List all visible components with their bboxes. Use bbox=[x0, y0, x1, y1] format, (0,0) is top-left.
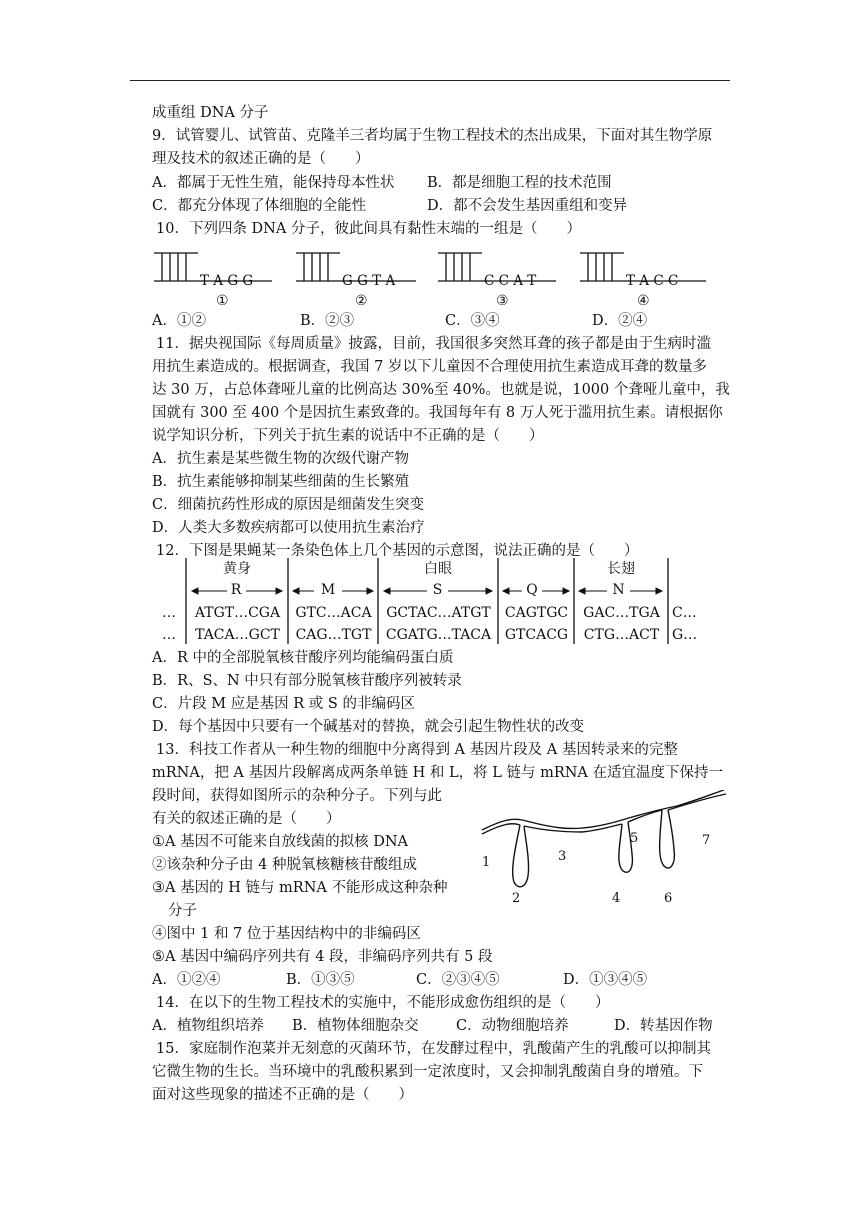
fragment-4-ends: T A C C bbox=[626, 273, 679, 289]
gene-label-long-wing: 长翅 bbox=[607, 561, 635, 577]
gene-q: Q bbox=[526, 582, 538, 598]
gene-n: N bbox=[612, 582, 625, 598]
q11-option-d: D．人类大多数疾病都可以使用抗生素治疗 bbox=[152, 520, 425, 536]
q15-stem-1: 15．家庭制作泡菜并无刻意的灭菌环节，在发酵过程中，乳酸菌产生的乳酸可以抑制其 bbox=[156, 1041, 711, 1057]
q13-option-b: B．①③⑤ bbox=[286, 972, 355, 988]
hybrid-label-5: 5 bbox=[630, 831, 639, 846]
q13-stem-3: 段时间，获得如图所示的杂种分子。下列与此 bbox=[152, 788, 442, 804]
q13-option-d: D．①③④⑤ bbox=[563, 972, 648, 988]
q11-stem-4: 国就有 300 至 400 个是因抗生素致聋的。我国每年有 8 万人死于滥用抗生素。请根据你 bbox=[152, 405, 723, 421]
hybrid-molecule-figure bbox=[462, 790, 737, 920]
q13-option-c: C．②③④⑤ bbox=[416, 972, 500, 988]
q9-option-d: D．都不会发生基因重组和变异 bbox=[427, 198, 628, 214]
q14-option-d: D．转基因作物 bbox=[614, 1018, 713, 1034]
seq-m-bottom: CAG…TGT bbox=[295, 627, 372, 643]
gene-map-figure bbox=[152, 556, 712, 646]
seq-m-top: GTC…ACA bbox=[295, 605, 372, 621]
q13-item-1: ①A 基因不可能来自放线菌的拟核 DNA bbox=[152, 834, 408, 850]
hybrid-label-3: 3 bbox=[558, 849, 567, 864]
seq-tail-top: C… bbox=[672, 605, 697, 621]
q13-stem-2: mRNA，把 A 基因片段解离成两条单链 H 和 L，将 L 链与 mRNA 在适宜温度下保持一 bbox=[152, 765, 724, 781]
q9-stem-2: 理及技术的叙述正确的是（ ） bbox=[152, 151, 370, 167]
hybrid-label-2: 2 bbox=[512, 891, 521, 906]
header-rule bbox=[130, 80, 730, 81]
q12-option-b: B．R、S、N 中只有部分脱氧核苷酸序列被转录 bbox=[152, 673, 462, 689]
q9-option-b: B．都是细胞工程的技术范围 bbox=[427, 175, 612, 191]
q9-stem-1: 9．试管婴儿、试管苗、克隆羊三者均属于生物工程技术的杰出成果，下面对其生物学原 bbox=[152, 128, 713, 144]
q11-option-b: B．抗生素能够抑制某些细菌的生长繁殖 bbox=[152, 474, 410, 490]
dna-fragment-2 bbox=[296, 253, 416, 308]
q10-option-d: D．②④ bbox=[592, 313, 648, 329]
dna-fragment-3 bbox=[438, 253, 556, 308]
q10-option-a: A．①② bbox=[152, 313, 206, 329]
q13-stem-4: 有关的叙述正确的是（ ） bbox=[152, 811, 341, 827]
seq-n-bottom: CTG…ACT bbox=[583, 627, 660, 643]
q13-item-5: ⑤A 基因中编码序列共有 4 段，非编码序列共有 5 段 bbox=[152, 949, 493, 965]
q9-option-a: A．都属于无性生殖，能保持母本性状 bbox=[152, 175, 395, 191]
q13-option-a: A．①②④ bbox=[152, 972, 221, 988]
seq-tail-bottom: G… bbox=[672, 627, 698, 643]
gene-m: M bbox=[320, 582, 336, 598]
q14-option-c: C．动物细胞培养 bbox=[456, 1018, 569, 1034]
q12-option-d: D．每个基因中只要有一个碱基对的替换，就会引起生物性状的改变 bbox=[152, 719, 585, 735]
seq-q-bottom: GTCACG bbox=[504, 627, 569, 643]
dna-fragment-4 bbox=[580, 253, 706, 308]
q11-stem-3: 达 30 万，占总体聋哑儿童的比例高达 30%至 40%。也就是说，1000 个聋哑儿童中，我 bbox=[152, 382, 730, 398]
q11-stem-5: 说学知识分析，下列关于抗生素的说话中不正确的是（ ） bbox=[152, 428, 544, 444]
q14-option-b: B．植物体细胞杂交 bbox=[292, 1018, 419, 1034]
q10-option-b: B．②③ bbox=[300, 313, 355, 329]
seq-q-top: CAGTGC bbox=[504, 605, 569, 621]
q12-stem: 12．下图是果蝇某一条染色体上几个基因的示意图，说法正确的是（ ） bbox=[156, 543, 639, 559]
fragment-1-ends: T A G G bbox=[200, 273, 254, 289]
q15-stem-3: 面对这些现象的描述不正确的是（ ） bbox=[152, 1087, 413, 1103]
seq-s-bottom: CGATG…TACA bbox=[385, 627, 492, 643]
q10-stem: 10．下列四条 DNA 分子，彼此间具有黏性末端的一组是（ ） bbox=[156, 221, 581, 237]
q13-item-2: ②该杂种分子由 4 种脱氧核糖核苷酸组成 bbox=[152, 857, 417, 873]
q10-option-c: C．③④ bbox=[445, 313, 500, 329]
q12-option-a: A．R 中的全部脱氧核苷酸序列均能编码蛋白质 bbox=[152, 650, 454, 666]
q14-option-a: A．植物组织培养 bbox=[152, 1018, 264, 1034]
q14-stem: 14．在以下的生物工程技术的实施中，不能形成愈伤组织的是（ ） bbox=[156, 995, 610, 1011]
q11-stem-2: 用抗生素造成的。根据调查，我国 7 岁以下儿童因不合理使用抗生素造成耳聋的数量多 bbox=[152, 359, 707, 375]
q13-item-4: ④图中 1 和 7 位于基因结构中的非编码区 bbox=[152, 926, 421, 942]
fragment-4-num: ④ bbox=[637, 293, 650, 308]
gene-label-white-eye: 白眼 bbox=[424, 561, 452, 577]
fragment-2-ends: G G T A bbox=[342, 273, 396, 289]
dna-fragment-1 bbox=[154, 253, 272, 308]
seq-r-top: ATGT…CGA bbox=[194, 605, 281, 621]
lead-ellipsis-2: … bbox=[162, 627, 176, 643]
q11-stem-1: 11．据央视国际《每周质量》披露，目前，我国很多突然耳聋的孩子都是由于生病时滥 bbox=[156, 336, 711, 352]
q11-option-a: A．抗生素是某些微生物的次级代谢产物 bbox=[152, 451, 409, 467]
fragment-3-num: ③ bbox=[496, 293, 509, 308]
q12-option-c: C．片段 M 应是基因 R 或 S 的非编码区 bbox=[152, 696, 415, 712]
seq-n-top: GAC…TGA bbox=[583, 605, 660, 621]
lead-ellipsis-1: … bbox=[162, 605, 176, 621]
gene-r: R bbox=[230, 582, 242, 598]
q9-option-c: C．都充分体现了体细胞的全能性 bbox=[152, 198, 367, 214]
hybrid-label-6: 6 bbox=[664, 891, 673, 906]
seq-s-top: GCTAC…ATGT bbox=[386, 605, 491, 621]
hybrid-label-1: 1 bbox=[482, 855, 491, 870]
q13-stem-1: 13．科技工作者从一种生物的细胞中分离得到 A 基因片段及 A 基因转录来的完整 bbox=[156, 742, 678, 758]
gene-label-yellow-body: 黄身 bbox=[223, 561, 251, 577]
fragment-1-num: ① bbox=[216, 293, 229, 308]
gene-s: S bbox=[432, 582, 443, 598]
q13-item-3-cont: 分子 bbox=[168, 903, 197, 919]
fragment-2-num: ② bbox=[355, 293, 368, 308]
fragment-3-ends: C C A T bbox=[484, 273, 537, 289]
q11-option-c: C．细菌抗药性形成的原因是细菌发生突变 bbox=[152, 497, 425, 513]
hybrid-label-4: 4 bbox=[612, 891, 621, 906]
dna-fragments-figure bbox=[150, 243, 720, 308]
continued-text: 成重组 DNA 分子 bbox=[152, 105, 269, 121]
hybrid-label-7: 7 bbox=[702, 833, 711, 848]
seq-r-bottom: TACA…GCT bbox=[195, 627, 280, 643]
q13-item-3: ③A 基因的 H 链与 mRNA 不能形成这种杂种 bbox=[152, 880, 448, 896]
q15-stem-2: 它微生物的生长。当环境中的乳酸积累到一定浓度时，又会抑制乳酸菌自身的增殖。下 bbox=[152, 1064, 703, 1080]
